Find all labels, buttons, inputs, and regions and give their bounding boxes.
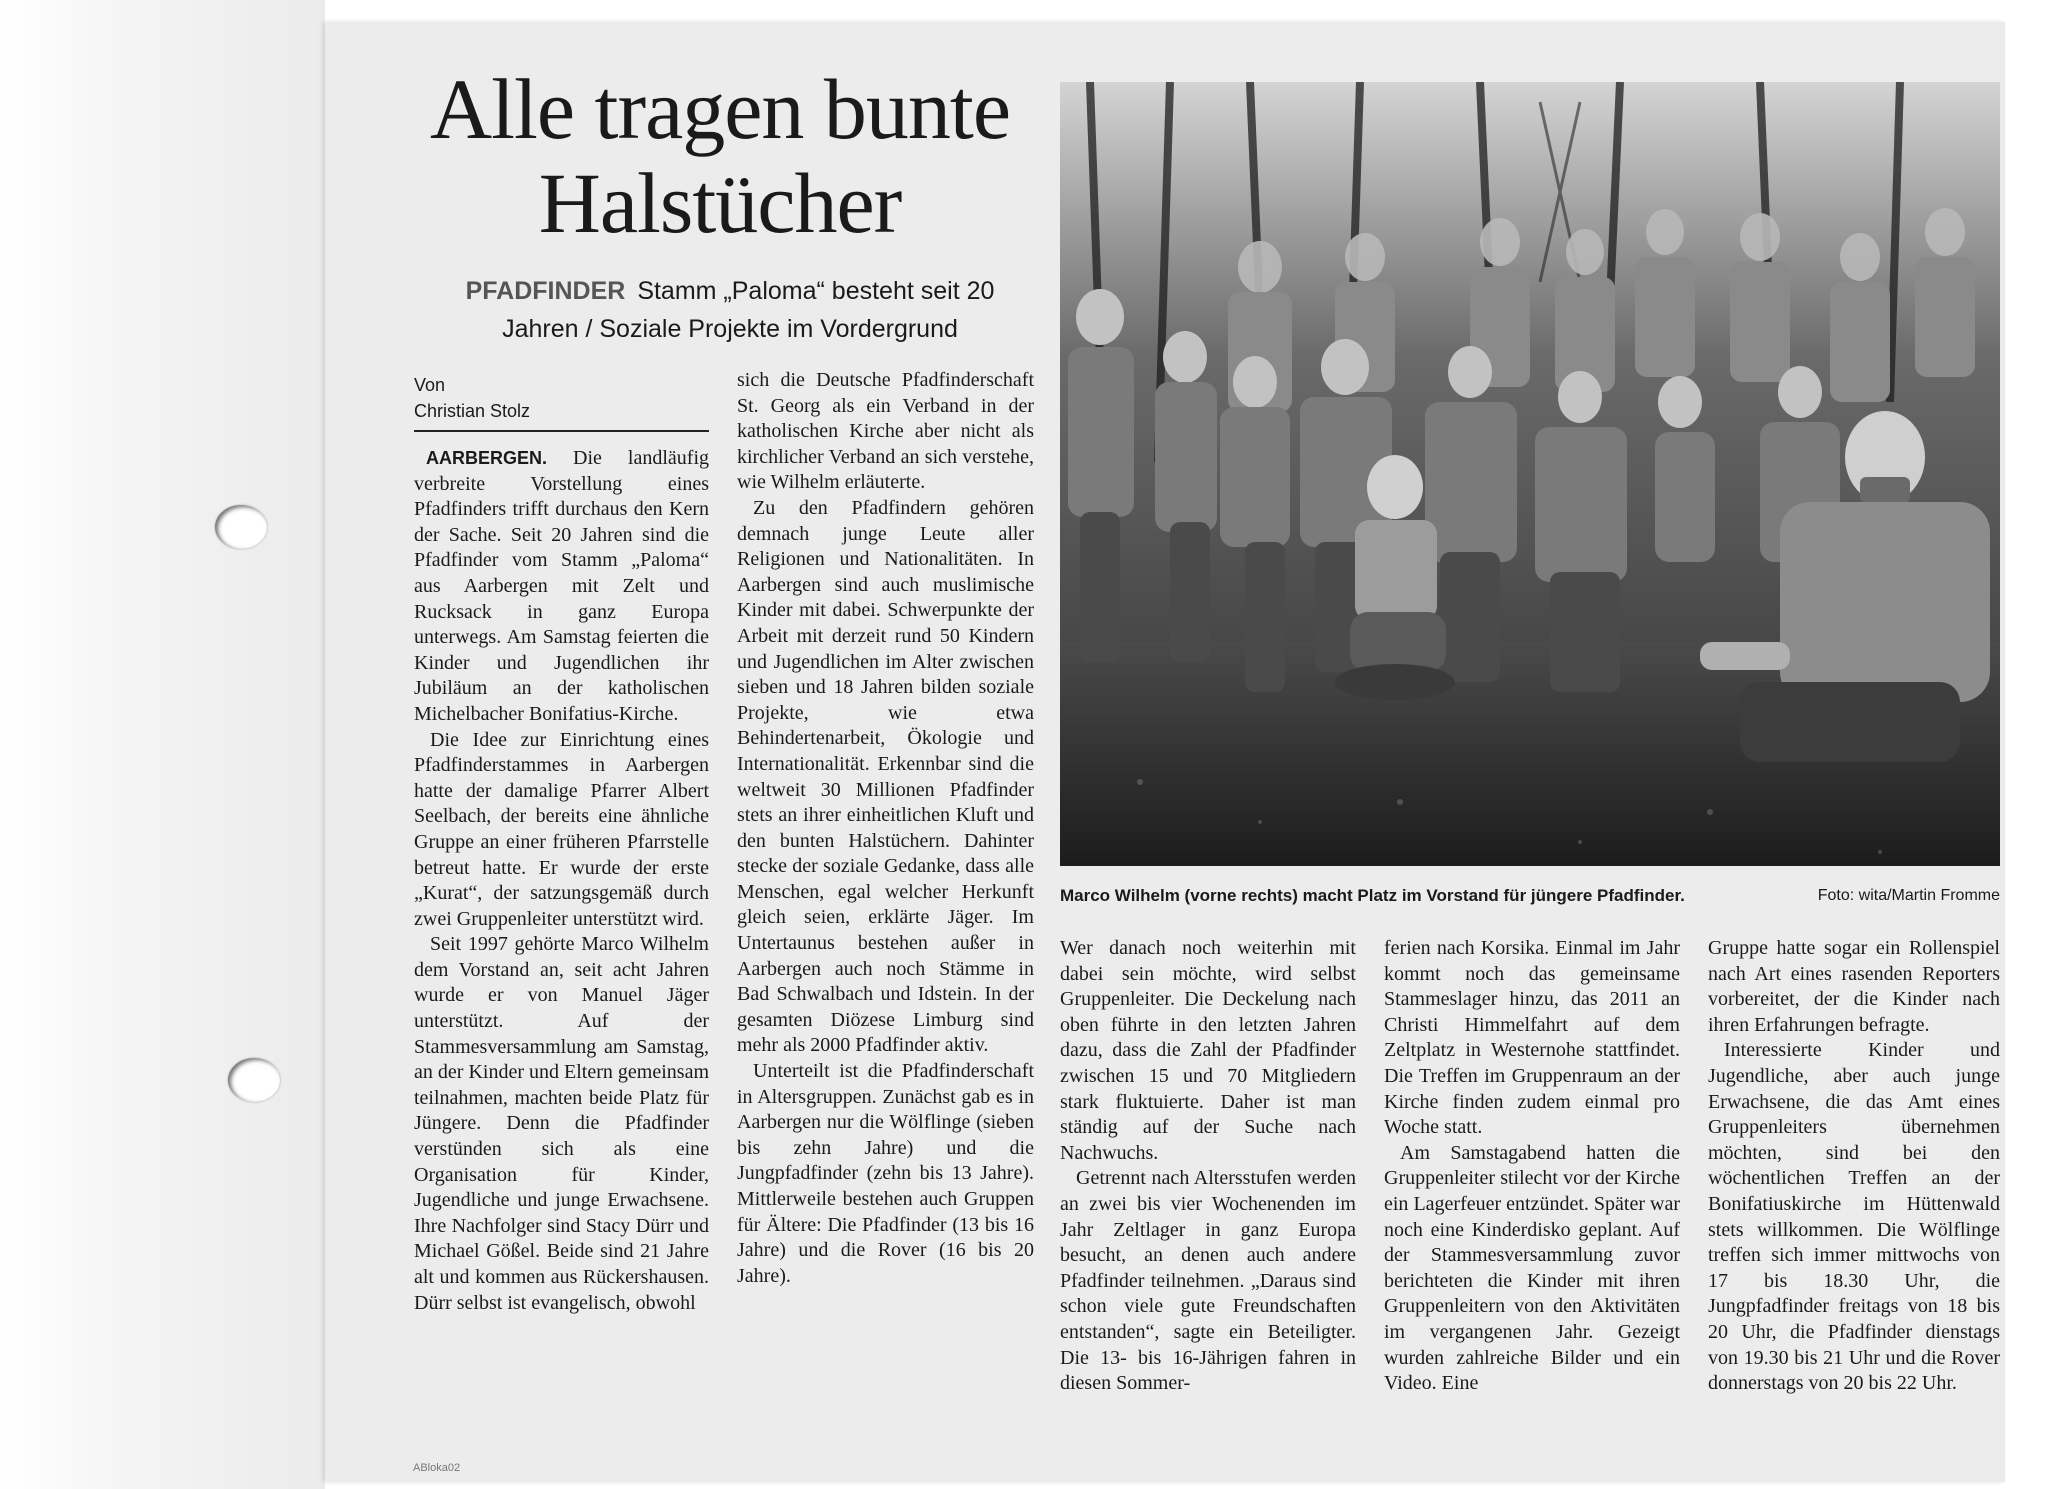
photo-caption xyxy=(1060,884,2000,908)
caption-text: Marco Wilhelm (vorne rechts) macht Platz im Vorstand für jüngere Pfadfinder. xyxy=(1060,886,1685,905)
article-subheadline xyxy=(430,272,1030,348)
paragraph: Interessierte Kinder und Jugendliche, aber auch junge Erwachsene, die das Amt eines Gruppenleiters übernehmen möchten, sind bei den wöchentlichen Treffen an der Bonifatiuskirche im Hüttenwald stets willkommen. Die Wölflinge treffen sich immer mittwochs von 17 bis 18.30 Uhr, die Jungpfadfinder freitags von 18 bis 20 Uhr, die Pfadfinder dienstags von 19.30 bis 21 Uhr und die Rover donnerstags von 20 bis 22 Uhr. xyxy=(1708,1039,2000,1395)
dek-line-1: Stamm „Paloma“ besteht seit 20 xyxy=(637,277,995,305)
dek-line-2: Jahren / Soziale Projekte im Vordergrund xyxy=(502,315,958,343)
dateline: AARBERGEN. xyxy=(426,448,548,468)
group-photo xyxy=(1060,82,2000,866)
article-column-1 xyxy=(414,446,709,1456)
paragraph: Seit 1997 gehörte Marco Wilhelm dem Vorstand an, seit acht Jahren wurde er von Manuel Jäger unterstützt. Auf der Stammesversammlung am Samstag, an der Kinder und Eltern gemeinsam teilnahmen, machten beide Platz für Jüngere. Denn die Pfadfinder verstünden sich als eine Organisation für Kinder, Jugendliche und junge Erwachsene. Ihre Nachfolger sind Stacy Dürr und Michael Gößel. Beide sind 21 Jahre alt und kommen aus Rückershausen. Dürr selbst ist evangelisch, obwohl xyxy=(414,933,709,1314)
paragraph: Getrennt nach Altersstufen werden an zwei bis vier Wochenenden im Jahr Zeltlager in ganz Europa besucht, an denen auch andere Pfadfinder teilnehmen. „Daraus sind schon viele gute Freundschaften entstanden“, sagte ein Beteiligter. Die 13- bis 16-Jährigen fahren in diesen Sommer- xyxy=(1060,1167,1356,1395)
topic-kicker: PFADFINDER xyxy=(465,277,626,305)
paragraph: Die Idee zur Einrichtung eines Pfadfinderstammes in Aarbergen hatte der damalige Pfarrer Albert Seelbach, der bereits eine ähnliche Gruppe an einer früheren Pfarrstelle betreut hatte. Er wurde der erste „Kurat“, der satzungsgemäß durch zwei Gruppenleiter unterstützt wird. xyxy=(414,728,709,930)
binder-margin xyxy=(0,0,325,1489)
punch-hole-top xyxy=(215,505,267,549)
paragraph: sich die Deutsche Pfadfinderschaft St. Georg als ein Verband in der katholischen Kirche aber nicht als kirchlicher Verband an sich verstehe, wie Wilhelm erläuterte. xyxy=(737,369,1034,494)
paragraph-text: Die landläufig verbreite Vorstellung eines Pfadfinders trifft durchaus den Kern der Sache. Seit 20 Jahren sind die Pfadfinder vom Stamm „Paloma“ aus Aarbergen mit Zelt und Rucksack in ganz Europa unterwegs. Am Samstag feierten die Kinder und Jugendlichen ihr Jubiläum an der katholischen Michelbacher Bonifatius-Kirche. xyxy=(414,447,709,725)
archive-mark: ABloka02 xyxy=(413,1462,461,1474)
paragraph: Unterteilt ist die Pfadfinderschaft in Altersgruppen. Zunächst gab es in Aarbergen nur die Wölflinge (sieben bis zehn Jahre) und die Jungpfadfinder (zehn bis 13 Jahre). Mittlerweile bestehen auch Gruppen für Ältere: Die Pfadfinder (13 bis 16 Jahre) und die Rover (16 bis 20 Jahre). xyxy=(737,1060,1034,1287)
group-photo-image xyxy=(1060,82,2000,866)
paragraph: Gruppe hatte sogar ein Rollenspiel nach Art eines rasenden Reporters vorbereitet, der die Kinder nach ihren Erfahrungen befragte. xyxy=(1708,937,2000,1036)
article-column-3 xyxy=(1060,936,1356,1456)
article-column-5 xyxy=(1708,936,2000,1456)
photo-credit: Foto: wita/Martin Fromme xyxy=(1817,887,2000,904)
headline-line-2: Halstücher xyxy=(538,155,902,251)
paragraph: ferien nach Korsika. Einmal im Jahr kommt noch das gemeinsame Stammeslager hinzu, das 2011 an Christi Himmelfahrt auf dem Zeltplatz in Westernohe stattfindet. Die Treffen im Gruppenraum an der Kirche finden zudem einmal pro Woche statt. xyxy=(1384,937,1680,1139)
article-column-2 xyxy=(737,368,1034,1456)
paragraph xyxy=(414,446,709,728)
headline-line-1: Alle tragen bunte xyxy=(429,61,1010,157)
punch-hole-bottom xyxy=(228,1058,280,1102)
paragraph: Am Samstagabend hatten die Gruppenleiter stilecht vor der Kirche ein Lagerfeuer entzündet. Später war noch eine Kinderdisko geplant. Auf der Stammesversammlung zuvor berichteten die Kinder mit ihren Gruppenleitern von den Aktivitäten im vergangenen Jahr. Gezeigt wurden zahlreiche Bilder und ein Video. Eine xyxy=(1384,1141,1680,1395)
byline-author: Christian Stolz xyxy=(414,401,531,421)
paragraph: Wer danach noch weiterhin mit dabei sein möchte, wird selbst Gruppenleiter. Die Deckelung nach oben führte in den letzten Jahren dazu, dass die Zahl der Pfadfinder zwischen 15 und 70 Mitgliedern stark fluktuierte. Daher ist man ständig auf der Suche nach Nachwuchs. xyxy=(1060,937,1356,1164)
article-column-4 xyxy=(1384,936,1680,1456)
paragraph: Zu den Pfadfindern gehören demnach junge Leute aller Religionen und Nationalitäten. In Aarbergen sind auch muslimische Kinder mit dabei. Schwerpunkte der Arbeit mit derzeit rund 50 Kindern und Jugendlichen im Alter zwischen sieben und 18 Jahren bilden soziale Projekte, wie etwa Behindertenarbeit, Ökologie und Internationalität. Erkennbar sind die weltweit 30 Millionen Pfadfinder stets an ihrer einheitlichen Kluft und den bunten Halstüchern. Dahinter stecke der soziale Gedanke, dass alle Menschen, egal welcher Herkunft gleich seien, erklärte Jäger. Im Untertaunus bestehen außer in Aarbergen auch noch Stämme in Bad Schwalbach und Idstein. In der gesamten Diözese Limburg sind mehr als 2000 Pfadfinder aktiv. xyxy=(737,496,1034,1057)
article-headline xyxy=(380,62,1060,250)
byline xyxy=(414,372,709,432)
byline-label: Von xyxy=(414,375,446,395)
